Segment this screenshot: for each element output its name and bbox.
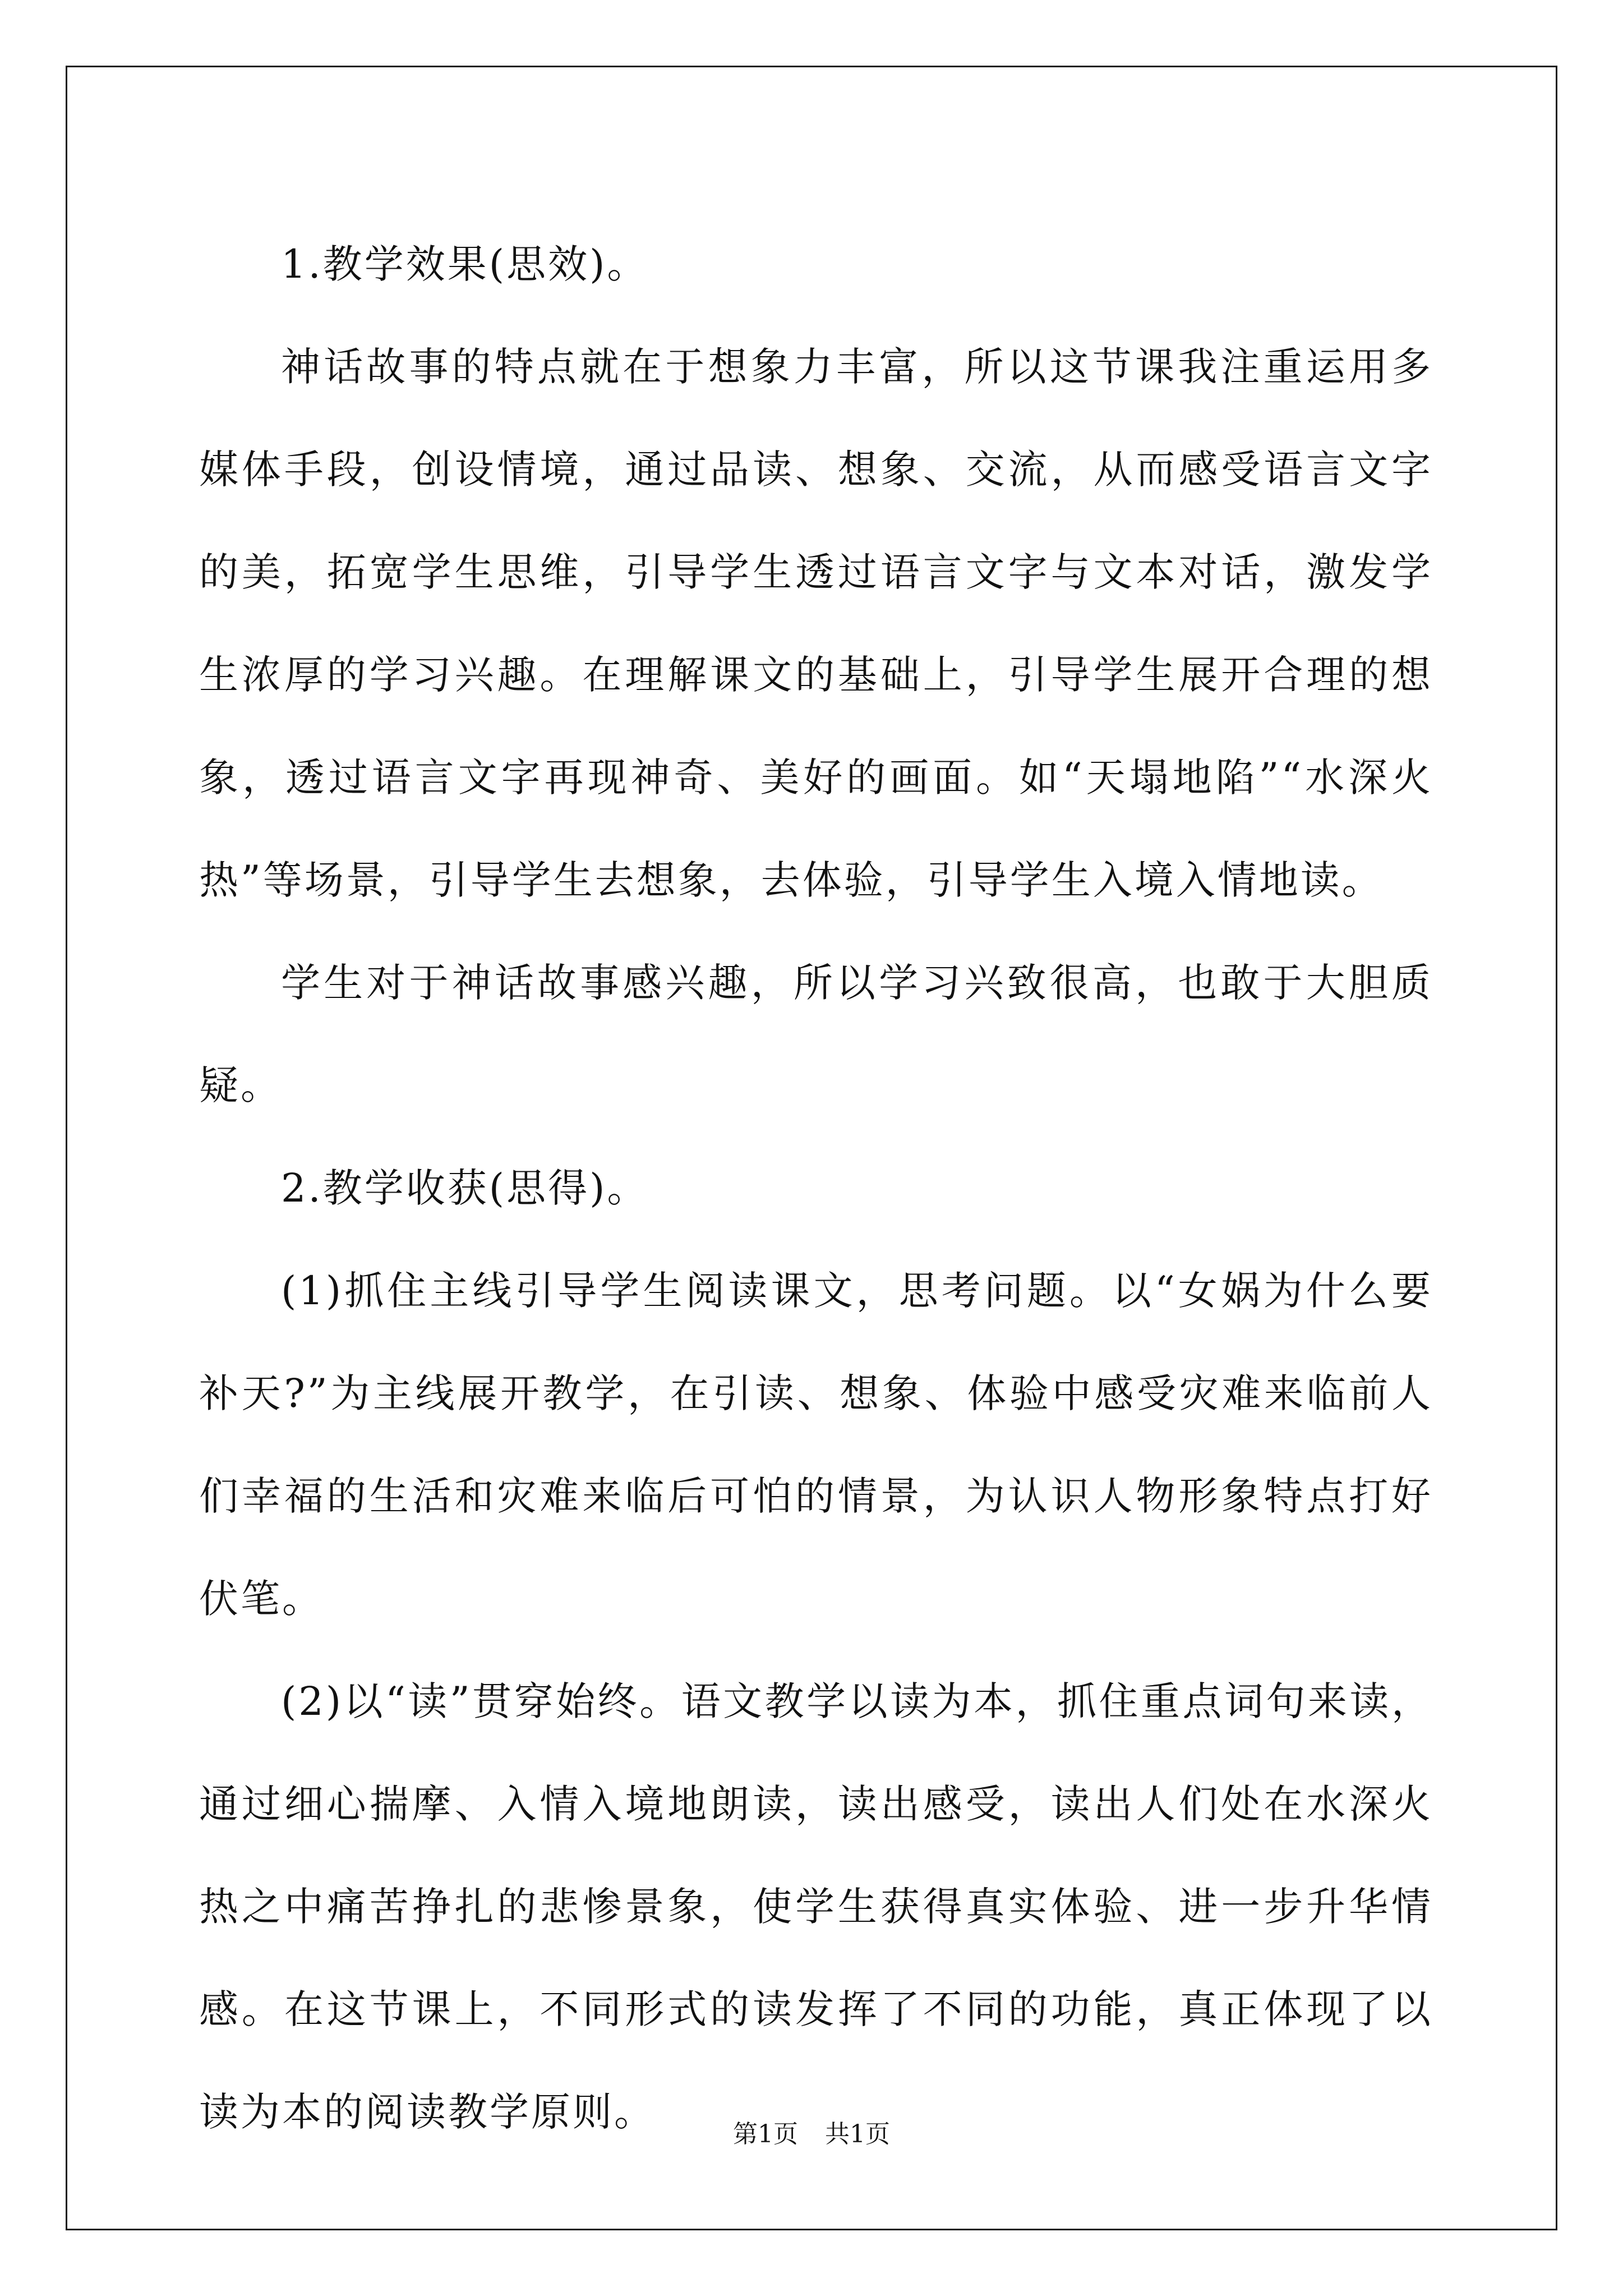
paragraph-reading: (2)以“读”贯穿始终。语文教学以读为本，抓住重点词句来读，通过细心揣摩、入情入境地朗读，读出感受，读出人们处在水深火热之中痛苦挣扎的悲惨景象，使学生获得真实体验、进一步升华情感。在这节课上，不同形式的读发挥了不同的功能，真正体现了以读为本的阅读教学原则。 <box>199 1678 1433 2135</box>
document-body <box>199 213 1433 2164</box>
page-number: 第1页 <box>733 2120 798 2148</box>
paragraph-myth-features: 神话故事的特点就在于想象力丰富，所以这节课我注重运用多媒体手段，创设情境，通过品读、想象、交流，从而感受语言文字的美，拓宽学生思维，引导学生透过语言文字与文本对话，激发学生浓厚的学习兴趣。在理解课文的基础上，引导学生展开合理的想象，透过语言文字再现神奇、美好的画面。如“天塌地陷”“水深火热”等场景，引导学生去想象，去体验，引导学生入境入情地读。 <box>199 344 1433 903</box>
paragraph-heading-1: 1.教学效果(思效)。 <box>281 241 649 287</box>
paragraph-heading-2: 2.教学收获(思得)。 <box>281 1165 649 1211</box>
total-pages: 共1页 <box>825 2120 890 2148</box>
page-footer <box>0 2118 1623 2151</box>
paragraph-main-line: (1)抓住主线引导学生阅读课文，思考问题。以“女娲为什么要补天?”为主线展开教学，在引读、想象、体验中感受灾难来临前人们幸福的生活和灾难来临后可怕的情景，为认识人物形象特点打好伏笔。 <box>199 1268 1433 1622</box>
paragraph-student-interest: 学生对于神话故事感兴趣，所以学习兴致很高，也敢于大胆质疑。 <box>199 960 1433 1108</box>
